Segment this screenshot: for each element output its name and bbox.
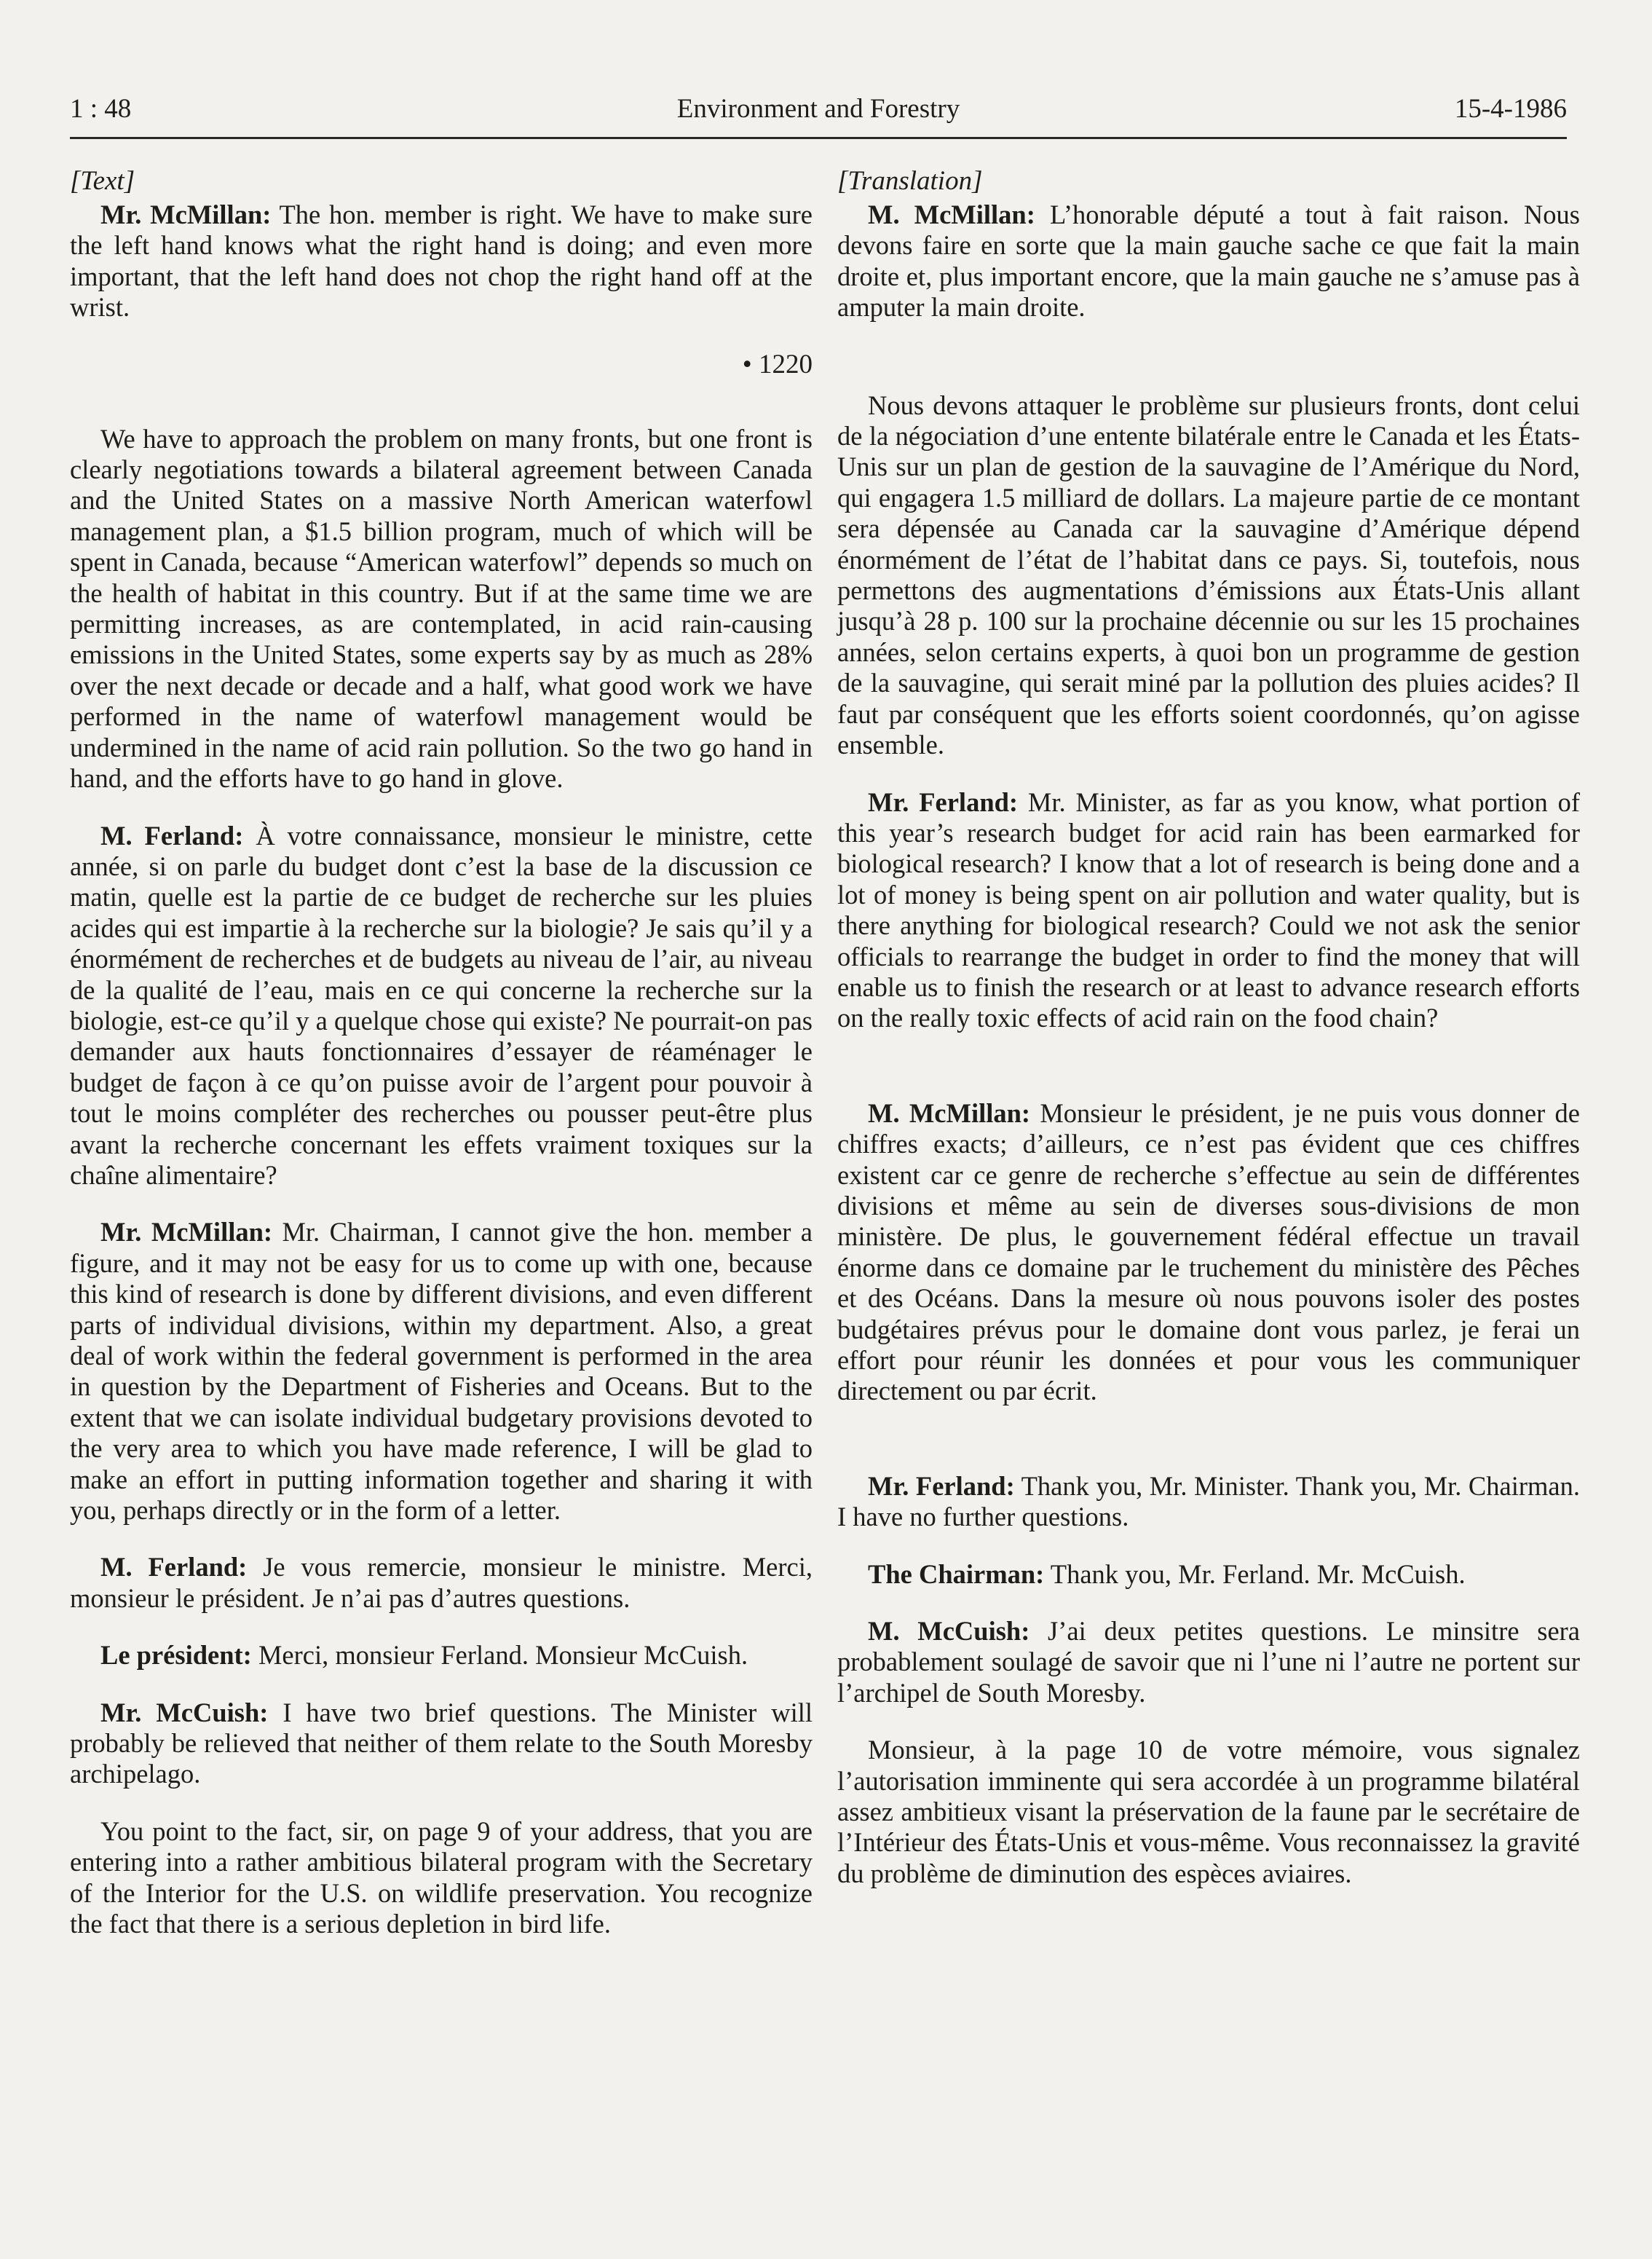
paragraph	[837, 1471, 1580, 1533]
paragraph	[70, 1552, 813, 1614]
paragraph-text: Thank you, Mr. Ferland. Mr. McCuish.	[1044, 1558, 1466, 1589]
paragraph-text: Nous devons attaquer le problème sur plusieurs fronts, dont celui de la négociation d’une entente bilatérale entre le Canada et les États-Unis sur un plan de gestion de la sauvagine de l’Amérique du Nord, qui engagera 1.5 milliard de dollars. La majeure partie de ce montant sera dépensée au Canada car la sauvagine d’Amérique dépend énormément de l’état de l’habitat dans ce pays. Si, toutefois, nous permettons des augmentations d’émissions aux États-Unis allant jusqu’à 28 p. 100 sur la prochaine décennie ou sur les 15 prochaines années, selon certains experts, à quoi bon un programme de gestion de la sauvagine, qui serait miné par la pollution des pluies acides? Il faut par conséquent que les efforts soient coordonnés, qu’on agisse ensemble.	[837, 390, 1580, 760]
speaker: The Chairman:	[868, 1558, 1045, 1589]
paragraph-text: You point to the fact, sir, on page 9 of your address, that you are entering into a rather ambitious bilateral program with the Secretary of the Interior for the U.S. on wildlife preservation. You recognize the fact that there is a serious depletion in bird life.	[70, 1816, 813, 1939]
paragraph	[837, 1559, 1580, 1590]
paragraph-text: We have to approach the problem on many fronts, but one front is clearly negotiations towards a bilateral agreement between Canada and the United States on a massive North American waterfowl management plan, a $1.5 billion program, much of which will be spent in Canada, because “American waterfowl” depends so much on the health of habitat in this country. But if at the same time we are permitting increases, as are contemplated, in acid rain-causing emissions in the United States, some experts say by as much as 28% over the next decade or decade and a half, what good work we have performed in the name of waterfowl management would be undermined in the name of acid rain pollution. So the two go hand in hand, and the efforts have to go hand in glove.	[70, 423, 813, 794]
paragraph	[837, 200, 1580, 323]
paragraph	[837, 1616, 1580, 1708]
speaker: Mr. Ferland:	[868, 1470, 1015, 1501]
paragraph-text: Mr. Minister, as far as you know, what portion of this year’s research budget for acid rain has been earmarked for biological research? I know that a lot of research is being done and a lot of money is being spent on air pollution and water quality, but is there anything for biological research? Could we not ask the senior officials to rearrange the budget in order to find the money that will enable us to finish the research or at least to advance research efforts on the really toxic effects of acid rain on the food chain?	[837, 786, 1580, 1033]
page-number: 1 : 48	[70, 94, 132, 124]
speaker: M. McMillan:	[868, 1097, 1031, 1128]
paragraph	[70, 1217, 813, 1526]
right-column	[837, 166, 1580, 1915]
paragraph	[70, 424, 813, 795]
paragraph-text: Thank you, Mr. Minister. Thank you, Mr. Chairman. I have no further questions.	[837, 1470, 1580, 1532]
running-title: Environment and Forestry	[676, 94, 960, 124]
speaker: Mr. McMillan:	[100, 1217, 273, 1247]
paragraph	[837, 787, 1580, 1034]
left-column	[70, 166, 813, 1966]
column-label: [Translation]	[837, 166, 983, 196]
paragraph-text: J’ai deux petites questions. Le minsitre sera probablement soulagé de savoir que ni l’une ni l’autre ne portent sur l’archipel de South Moresby.	[837, 1616, 1580, 1708]
paragraph-text: Monsieur le président, je ne puis vous donner de chiffres exacts; d’ailleurs, ce n’est pas évident que ces chiffres existent car ce genre de recherche s’effectue au sein de différentes divisions et même au sein de diverses sous-divisions de mon ministère. De plus, le gouvernement fédéral effectue un travail énorme dans ce domaine par le truchement du ministère des Pêches et des Océans. Dans la mesure où nous pouvons isoler des postes budgétaires prévus pour le domaine dont vous parlez, je ferai un effort pour réunir les données et pour vous les communiquer directement ou par écrit.	[837, 1097, 1581, 1406]
speaker: M. McMillan:	[868, 200, 1035, 229]
header-date: 15-4-1986	[1454, 94, 1567, 124]
paragraph	[70, 1698, 813, 1790]
paragraph	[70, 1816, 813, 1940]
speaker: Mr. McMillan:	[100, 200, 272, 229]
speaker: M. Ferland:	[100, 820, 244, 851]
paragraph-text: Monsieur, à la page 10 de votre mémoire, vous signalez l’autorisation imminente qui sera accordée à un programme bilatéral assez ambitieux visant la préservation de la faune par le secrétaire de l’Intérieur des États-Unis et vous-même. Vous reconnaissez la gravité du problème de diminution des espèces aviaires.	[837, 1735, 1580, 1888]
speaker: M. McCuish:	[868, 1616, 1030, 1647]
speaker: M. Ferland:	[100, 1552, 248, 1582]
column-label: [Text]	[70, 166, 135, 196]
paragraph	[837, 1735, 1580, 1889]
speaker: Mr. Ferland:	[868, 786, 1019, 817]
paragraph-text: Merci, monsieur Ferland. Monsieur McCuish.	[251, 1640, 748, 1671]
paragraph-text: L’honorable député a tout à fait raison. Nous devons faire en sorte que la main gauche sache ce que fait la main droite et, plus important encore, que la main gauche ne s’amuse pas à amputer la main droite.	[837, 200, 1580, 323]
paragraph	[70, 200, 813, 323]
paragraph-text: I have two brief questions. The Minister will probably be relieved that neither of them relate to the South Moresby archipelago.	[70, 1697, 813, 1789]
paragraph-text: Mr. Chairman, I cannot give the hon. member a figure, and it may not be easy for us to come up with one, because this kind of research is done by different divisions, and even different parts of individual divisions, within my department. Also, a great deal of work within the federal government is performed in the area in question by the Department of Fisheries and Oceans. But to the extent that we can isolate individual budgetary provisions devoted to the very area to which you have made reference, I will be glad to make an effort in putting information together and sharing it with you, perhaps directly or in the form of a letter.	[70, 1217, 813, 1526]
paragraph-text: Je vous remercie, monsieur le ministre. Merci, monsieur le président. Je n’ai pas d’autres questions.	[70, 1552, 813, 1613]
paragraph	[837, 1098, 1580, 1407]
paragraph-text: À votre connaissance, monsieur le ministre, cette année, si on parle du budget dont c’est la base de la discussion ce matin, quelle est la partie de ce budget de recherche sur les pluies acides qui est impartie à la recherche sur la biologie? Je sais qu’il y a énormément de recherches et de budgets au niveau de l’air, au niveau de la qualité de l’eau, mais en ce qui concerne la recherche sur la biologie, est-ce qu’il y a quelque chose qui existe? Ne pourrait-on pas demander aux hauts fonctionnaires d’essayer de réaménager le budget de façon à ce qu’on puisse avoir de l’argent pour pouvoir à tout le moins compléter des recherches ou pousser peut-être plus avant la recherche concernant les effets vraiment toxiques sur la chaîne alimentaire?	[70, 820, 813, 1190]
speaker: Le président:	[100, 1640, 252, 1671]
speaker: Mr. McCuish:	[100, 1697, 269, 1727]
paragraph	[70, 821, 813, 1191]
paragraph	[70, 1640, 813, 1671]
paragraph-text: The hon. member is right. We have to make sure the left hand knows what the right hand is doing; and even more important, that the left hand does not chop the right hand off at the wrist.	[70, 200, 813, 323]
paragraph	[837, 390, 1580, 761]
page-header	[70, 93, 1567, 139]
time-marker: • 1220	[742, 349, 813, 379]
